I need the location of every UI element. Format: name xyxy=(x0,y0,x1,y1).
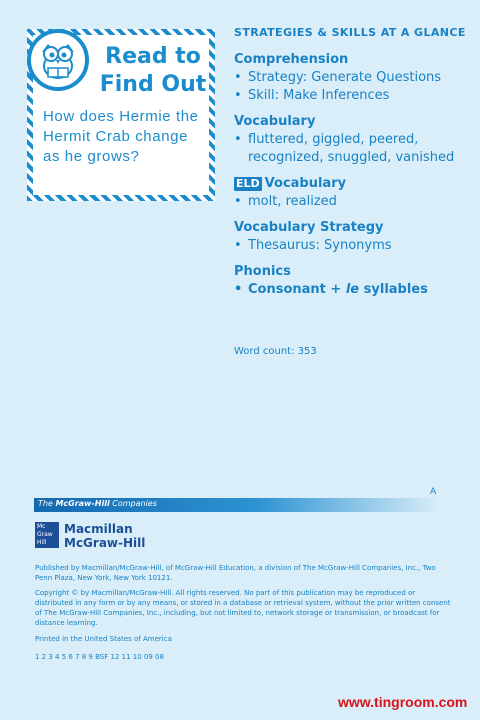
eld-vocabulary-heading xyxy=(234,175,470,192)
phonics-heading: Phonics xyxy=(234,264,291,279)
read-box-title xyxy=(93,43,213,99)
publisher-logo-mark xyxy=(35,522,59,548)
logo-name-line1: Macmillan xyxy=(64,522,133,536)
watermark-link: www.tingroom.com xyxy=(338,694,468,710)
level-letter: A xyxy=(430,487,437,497)
owl-badge xyxy=(27,29,89,91)
list-item: • Skill: Make Inferences xyxy=(234,87,470,105)
printed-in-text: Printed in the United States of America xyxy=(35,635,172,643)
owl-icon xyxy=(36,40,80,80)
band-the: The xyxy=(38,499,53,508)
read-to-find-out-box xyxy=(27,29,215,201)
read-box-inner xyxy=(33,35,209,195)
read-box-title-line1: Read to xyxy=(105,44,201,69)
logo-name-line2: McGraw-Hill xyxy=(64,536,146,550)
word-count: Word count: 353 xyxy=(234,346,317,357)
band-company: McGraw-Hill xyxy=(55,499,110,508)
list-item: • fluttered, giggled, peered, recognized, snuggled, vanished xyxy=(234,131,470,167)
phonics-suffix: syllables xyxy=(359,282,428,297)
publisher-logo-name xyxy=(64,522,145,550)
read-box-question: How does Hermie the Hermit Crab change as he grows? xyxy=(43,108,199,165)
published-by-text: Published by Macmillan/McGraw-Hill, of McGraw-Hill Education, a division of The McGraw-Hill Companies, Inc., Two Penn Plaza, New York, New York 10121. xyxy=(35,564,436,582)
comprehension-list xyxy=(234,69,470,105)
list-item: • molt, realized xyxy=(234,193,470,211)
logo-mark-line3: Hill xyxy=(37,539,47,546)
eld-tag: ELD xyxy=(236,177,260,190)
vocabulary-heading: Vocabulary xyxy=(234,114,316,129)
glance-heading: STRATEGIES & SKILLS AT A GLANCE xyxy=(234,26,466,39)
vocabulary-list xyxy=(234,131,470,167)
phonics-italic: le xyxy=(345,282,360,297)
logo-mark-line1: Mc xyxy=(37,523,46,530)
eld-vocabulary-list xyxy=(234,193,470,211)
band-suffix: Companies xyxy=(112,499,157,508)
print-number-line: 1 2 3 4 5 6 7 8 9 BSF 12 11 10 09 08 xyxy=(35,653,164,661)
copyright-text: Copyright © by Macmillan/McGraw-Hill. All rights reserved. No part of this publication may be reproduced or distributed in any form or by any means, or stored in a database or retrieval system, without the prior written consent of The McGraw-Hill Companies, Inc., including, but not limited to, network storage or transmission, or broadcast for distance learning. xyxy=(35,589,451,627)
eld-vocabulary-label: Vocabulary xyxy=(264,176,347,191)
vocabulary-strategy-heading: Vocabulary Strategy xyxy=(234,220,384,235)
phonics-prefix: Consonant + xyxy=(248,282,346,297)
list-item xyxy=(234,281,470,299)
list-item: • Strategy: Generate Questions xyxy=(234,69,470,87)
read-box-title-line2: Find Out xyxy=(99,72,207,97)
vocabulary-strategy-list xyxy=(234,237,470,255)
logo-mark-line2: Graw xyxy=(37,531,53,538)
skills-column xyxy=(234,26,470,307)
publisher-band xyxy=(34,498,440,512)
publisher-band-text xyxy=(38,499,157,508)
phonics-list xyxy=(234,281,470,299)
list-item: • Thesaurus: Synonyms xyxy=(234,237,470,255)
comprehension-heading: Comprehension xyxy=(234,52,349,67)
